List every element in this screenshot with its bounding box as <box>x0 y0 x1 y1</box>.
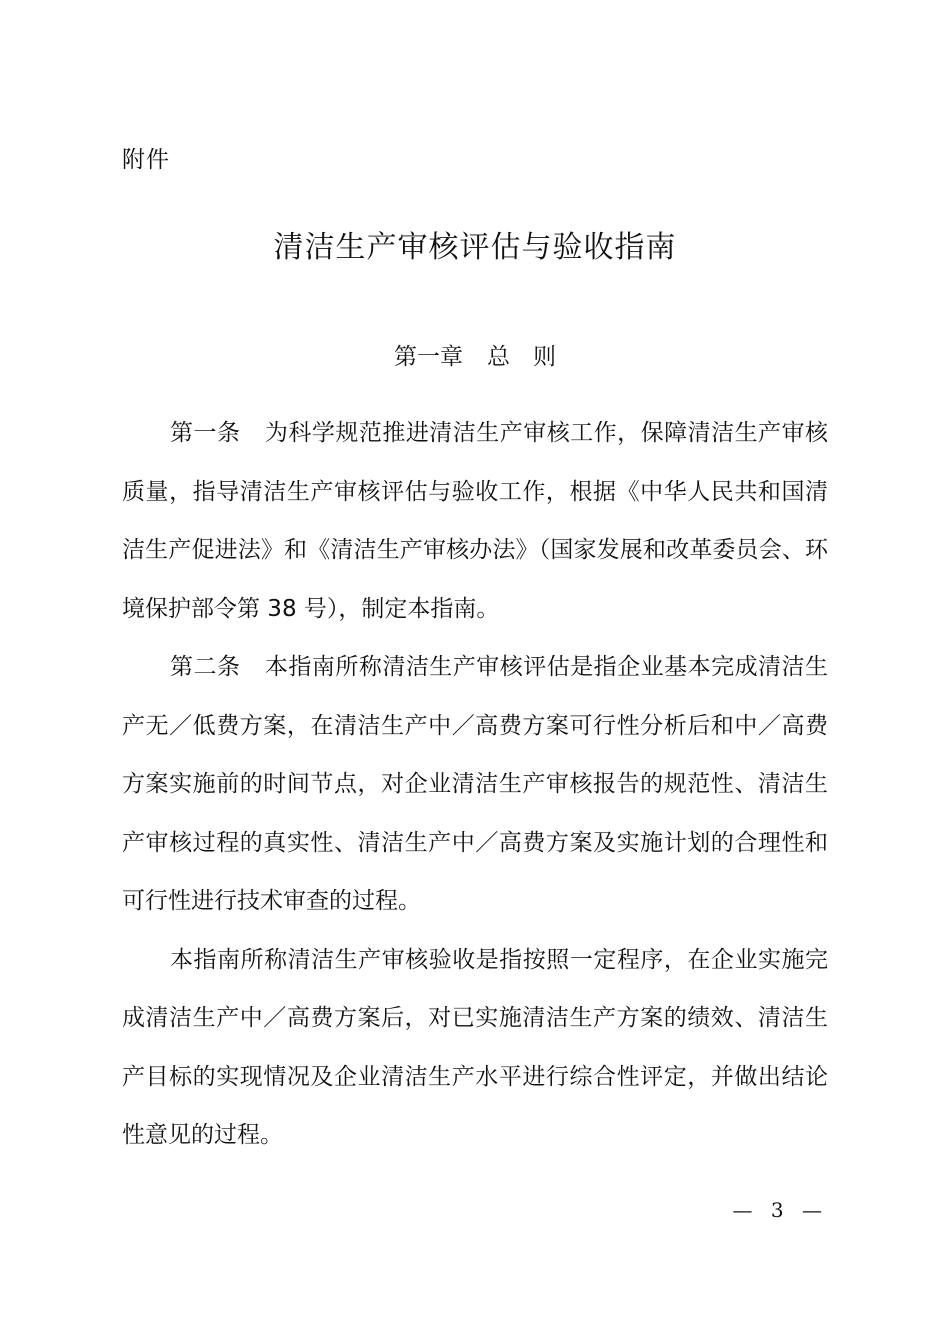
body-text <box>122 404 828 1165</box>
article-number: 第二条 <box>170 654 241 680</box>
document-title: 清洁生产审核评估与验收指南 <box>273 230 677 265</box>
attachment-label: 附件 <box>122 147 170 173</box>
article-paragraph-2 <box>122 638 828 931</box>
chapter-heading <box>0 340 950 374</box>
body-paragraph-3 <box>122 931 828 1165</box>
chapter-number: 第一章 <box>394 344 463 370</box>
article-number: 第一条 <box>170 420 241 446</box>
article-text: 为科学规范推进清洁生产审核工作，保障清洁生产审核质量，指导清洁生产审核评估与验收工作，根据《中华人民共和国清洁生产促进法》和《清洁生产审核办法》（国家发展和改革委员会、环境保护部令第 38 号），制定本指南。 <box>122 420 829 622</box>
chapter-name: 总 则 <box>487 344 556 370</box>
page-number: — 3 — <box>732 1198 828 1222</box>
article-paragraph-1 <box>122 404 828 638</box>
paragraph-text: 本指南所称清洁生产审核验收是指按照一定程序，在企业实施完成清洁生产中／高费方案后，对已实施清洁生产方案的绩效、清洁生产目标的实现情况及企业清洁生产水平进行综合性评定，并做出结论性意见的过程。 <box>122 946 828 1148</box>
article-text: 本指南所称清洁生产审核评估是指企业基本完成清洁生产无／低费方案，在清洁生产中／高费方案可行性分析后和中／高费方案实施前的时间节点，对企业清洁生产审核报告的规范性、清洁生产审核过程的真实性、清洁生产中／高费方案及实施计划的合理性和可行性进行技术审查的过程。 <box>122 654 829 914</box>
